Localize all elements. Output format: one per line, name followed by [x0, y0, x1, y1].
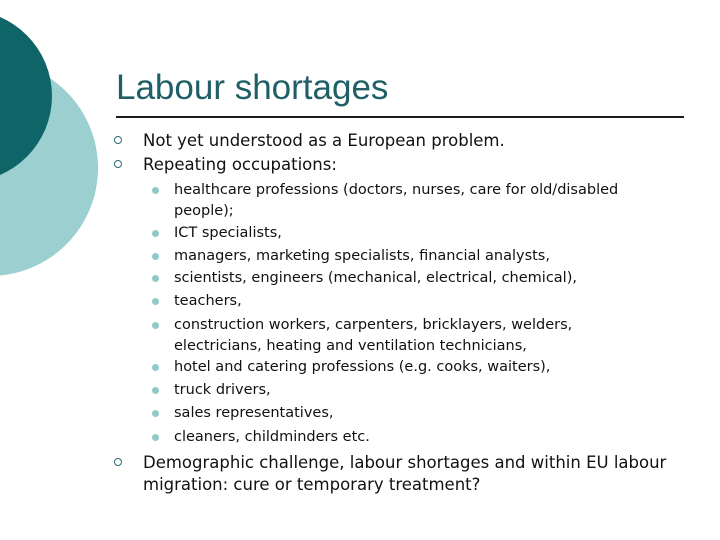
bullet-text: Repeating occupations:	[143, 155, 337, 174]
filled-circle-bullet-icon	[152, 253, 159, 260]
slide-title: Labour shortages	[116, 68, 389, 107]
bullet-text: Demographic challenge, labour shortages and within EU labour migration: cure or temporary treatment?	[143, 453, 667, 494]
sub-bullet-text: truck drivers,	[174, 382, 271, 398]
filled-circle-bullet-icon	[152, 275, 159, 282]
hollow-circle-bullet-icon	[114, 136, 122, 144]
sub-bullet-item	[174, 268, 664, 289]
sub-bullet-item	[174, 357, 664, 378]
bullet-item	[143, 154, 683, 176]
hollow-circle-bullet-icon	[114, 458, 122, 466]
sub-bullet-item	[174, 246, 664, 267]
bullet-text: Not yet understood as a European problem.	[143, 131, 505, 150]
filled-circle-bullet-icon	[152, 434, 159, 441]
bullet-item	[143, 130, 683, 152]
sub-bullet-text: cleaners, childminders etc.	[174, 429, 370, 445]
filled-circle-bullet-icon	[152, 387, 159, 394]
sub-bullet-text: managers, marketing specialists, financial analysts,	[174, 248, 550, 264]
filled-circle-bullet-icon	[152, 187, 159, 194]
filled-circle-bullet-icon	[152, 322, 159, 329]
hollow-circle-bullet-icon	[114, 160, 122, 168]
bullet-item	[143, 452, 683, 496]
sub-bullet-item	[174, 223, 664, 244]
sub-bullet-text: scientists, engineers (mechanical, electrical, chemical),	[174, 270, 577, 286]
filled-circle-bullet-icon	[152, 230, 159, 237]
sub-bullet-text: hotel and catering professions (e.g. cooks, waiters),	[174, 359, 551, 375]
sub-bullet-item	[174, 380, 664, 401]
filled-circle-bullet-icon	[152, 364, 159, 371]
sub-bullet-item	[174, 315, 664, 357]
sub-bullet-item	[174, 180, 664, 222]
sub-bullet-text: healthcare professions (doctors, nurses, care for old/disabled people);	[174, 182, 619, 219]
filled-circle-bullet-icon	[152, 410, 159, 417]
sub-bullet-item	[174, 427, 664, 448]
sub-bullet-text: ICT specialists,	[174, 225, 282, 241]
sub-bullet-text: construction workers, carpenters, bricklayers, welders, electricians, heating and ventilation technicians,	[174, 317, 573, 354]
sub-bullet-text: sales representatives,	[174, 405, 334, 421]
sub-bullet-text: teachers,	[174, 293, 242, 309]
filled-circle-bullet-icon	[152, 298, 159, 305]
sub-bullet-item	[174, 403, 664, 424]
sub-bullet-item	[174, 291, 664, 312]
